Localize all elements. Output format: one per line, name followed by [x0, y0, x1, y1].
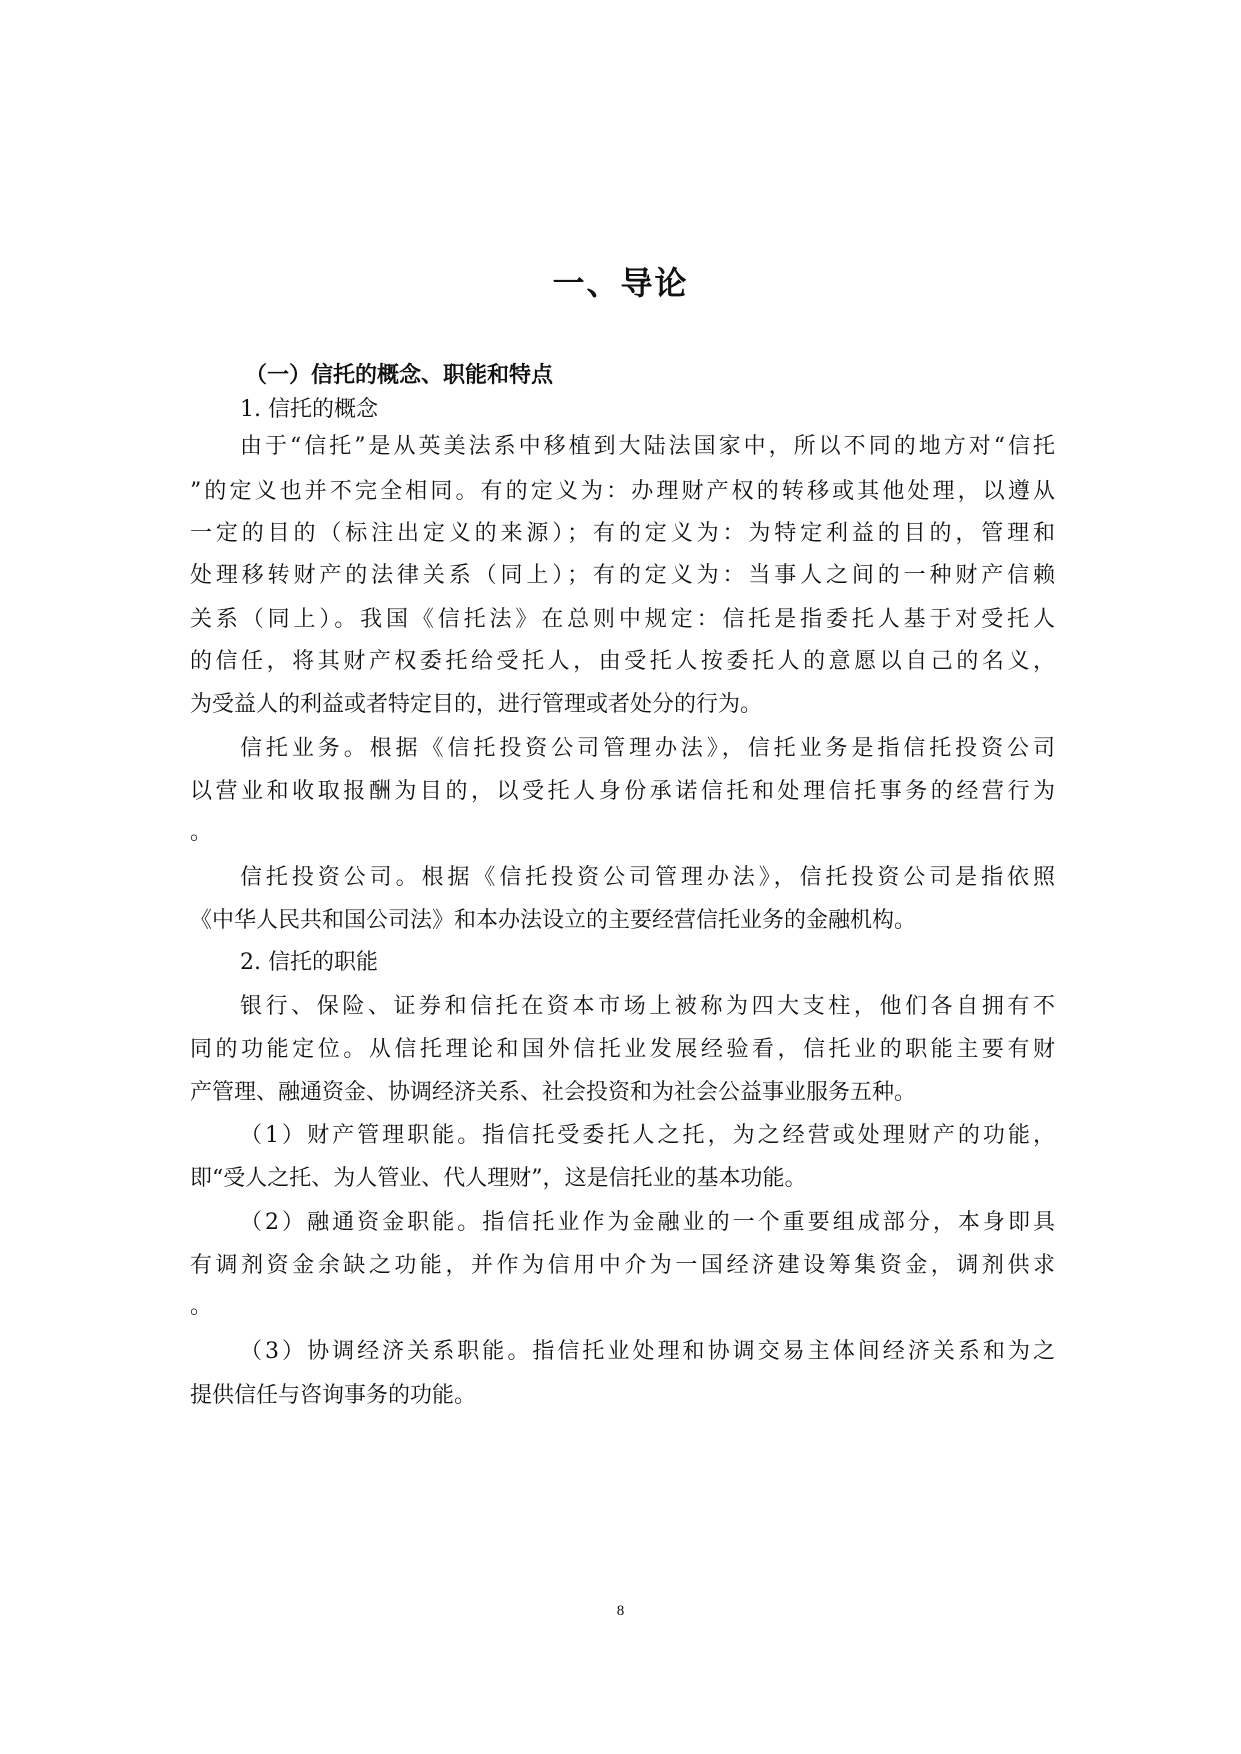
- paragraph-line: （3）协调经济关系职能。指信托业处理和协调交易主体间经济关系和为之: [240, 1339, 1055, 1364]
- paragraph-line: 银行、保险、证券和信托在资本市场上被称为四大支柱，他们各自拥有不: [240, 994, 1055, 1019]
- paragraph-line: （1）财产管理职能。指信托受委托人之托，为之经营或处理财产的功能，: [240, 1123, 1055, 1148]
- paragraph-line: 《中华人民共和国公司法》和本办法设立的主要经营信托业务的金融机构。: [190, 908, 917, 933]
- subheading-concept: 1. 信托的概念: [240, 397, 378, 422]
- paragraph-line: 的信任，将其财产权委托给受托人，由受托人按委托人的意愿以自己的名义，: [190, 649, 1055, 674]
- paragraph-line: 。: [190, 1294, 213, 1319]
- paragraph-line: 有调剂资金余缺之功能，并作为信用中介为一国经济建设筹集资金，调剂供求: [190, 1253, 1055, 1278]
- paragraph-line: 同的功能定位。从信托理论和国外信托业发展经验看，信托业的职能主要有财: [190, 1037, 1055, 1062]
- paragraph-line: ”的定义也并不完全相同。有的定义为：办理财产权的转移或其他处理，以遵从: [190, 479, 1055, 504]
- section-title: （一）信托的概念、职能和特点: [245, 363, 554, 388]
- paragraph-line: 提供信任与咨询事务的功能。: [190, 1383, 477, 1408]
- chapter-title: 一、导论: [552, 264, 689, 302]
- paragraph-line: 。: [190, 820, 213, 845]
- subheading-functions: 2. 信托的职能: [240, 950, 378, 975]
- paragraph-line: 一定的目的（标注出定义的来源）；有的定义为：为特定利益的目的，管理和: [190, 521, 1055, 546]
- paragraph-line: 信托业务。根据《信托投资公司管理办法》，信托业务是指信托投资公司: [240, 736, 1055, 761]
- paragraph-line: 处理移转财产的法律关系（同上）；有的定义为：当事人之间的一种财产信赖: [190, 563, 1055, 588]
- paragraph-line: 为受益人的利益或者特定目的，进行管理或者处分的行为。: [190, 692, 763, 717]
- paragraph-line: 由于“信托”是从英美法系中移植到大陆法国家中，所以不同的地方对“信托: [240, 434, 1055, 459]
- paragraph-line: 以营业和收取报酬为目的，以受托人身份承诺信托和处理信托事务的经营行为: [190, 779, 1055, 804]
- page-number: 8: [616, 1603, 625, 1619]
- paragraph-line: 产管理、融通资金、协调经济关系、社会投资和为社会公益事业服务五种。: [190, 1080, 917, 1105]
- paragraph-line: 关系（同上）。我国《信托法》在总则中规定：信托是指委托人基于对受托人: [190, 607, 1055, 632]
- paragraph-line: （2）融通资金职能。指信托业作为金融业的一个重要组成部分，本身即具: [240, 1210, 1055, 1235]
- paragraph-line: 信托投资公司。根据《信托投资公司管理办法》，信托投资公司是指依照: [240, 865, 1055, 890]
- paragraph-line: 即“受人之托、为人管业、代人理财”，这是信托业的基本功能。: [190, 1166, 807, 1191]
